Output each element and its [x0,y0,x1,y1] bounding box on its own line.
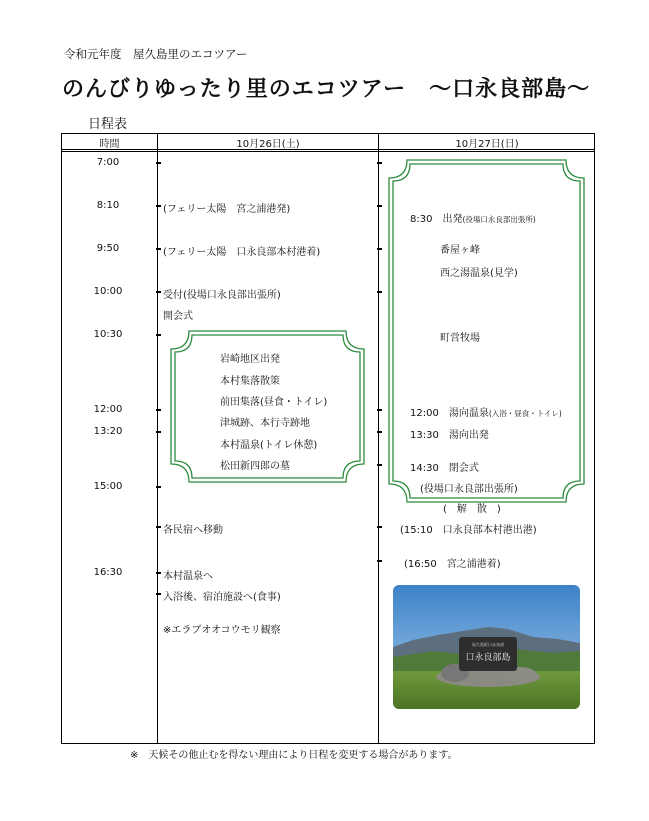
box2-yumuki-depart: 13:30 湯向出発 [410,430,489,441]
time-label: 16:30 [93,567,123,578]
header-day1: 10月26日(土) [236,139,300,150]
time-label: 15:00 [93,481,123,492]
event-hot-spring: 本村温泉へ [163,571,213,582]
box2-yumuki-detail: (入浴・昼食・トイレ) [488,409,562,418]
box1-item: 松田新四郎の墓 [220,461,290,472]
photo-illustration [393,585,580,709]
box1-item: 本村温泉(トイレ休憩) [220,440,318,451]
event-ferry-arrive: (フェリー太陽 口永良部本村港着) [163,247,321,258]
box2-yumuki-main: 12:00 湯向温泉 [410,408,489,419]
time-label: 13:20 [93,426,123,437]
event-lodging: 入浴後、宿泊施設へ(食事) [163,592,281,603]
event-miyanoura-arrive: (16:50 宮之浦港着) [404,559,501,570]
box2-nishinoyu: 西之湯温泉(見学) [440,268,518,279]
time-label: 7:00 [96,157,120,168]
sign-small-text: 屋久島町口永良部 [472,642,504,647]
box2-closing: 14:30 閉会式 [410,463,479,474]
sign-main-text: 口永良部島 [465,653,511,663]
time-label: 10:00 [93,286,123,297]
time-label: 12:00 [93,404,123,415]
box1-item: 岩崎地区出発 [220,354,280,365]
box2-depart [410,210,536,225]
event-bat-watch: ※エラブオオコウモリ観察 [163,625,281,636]
event-ferry-depart: (フェリー太陽 宮之浦港発) [163,204,291,215]
box2-yumuki [410,404,562,419]
header-day2: 10月27日(日) [455,139,519,150]
island-sign-photo [393,585,580,709]
supertitle: 令和元年度 屋久島里のエコツアー [64,47,248,61]
box1-item: 津城跡、本行寺跡地 [220,418,310,429]
time-label: 10:30 [93,329,123,340]
box1-item: 前田集落(昼食・トイレ) [220,397,328,408]
box2-dismiss: ( 解 散 ) [443,504,501,515]
box1-item: 本村集落散策 [220,376,280,387]
header-time: 時間 [99,139,120,150]
event-ferry-leave-port: (15:10 口永良部本村港出港) [400,525,537,536]
box2-office: (役場口永良部出張所) [420,484,518,495]
event-opening: 開会式 [163,311,193,322]
box2-banyagamine: 番屋ヶ峰 [440,245,480,256]
box2-ranch: 町営牧場 [440,333,480,344]
time-label: 8:10 [96,200,120,211]
event-move-inn: 各民宿へ移動 [163,525,223,536]
footnote: ※ 天候その他止むを得ない理由により日程を変更する場合があります。 [130,750,458,761]
schedule-label: 日程表 [88,117,128,132]
box2-depart-main: 8:30 出発 [410,214,463,225]
event-reception: 受付(役場口永良部出張所) [163,290,281,301]
time-label: 9:50 [96,243,120,254]
box2-depart-office: (役場口永良部出張所) [462,215,536,224]
page-title: のんびりゆったり里のエコツアー ～口永良部島～ [62,77,591,102]
